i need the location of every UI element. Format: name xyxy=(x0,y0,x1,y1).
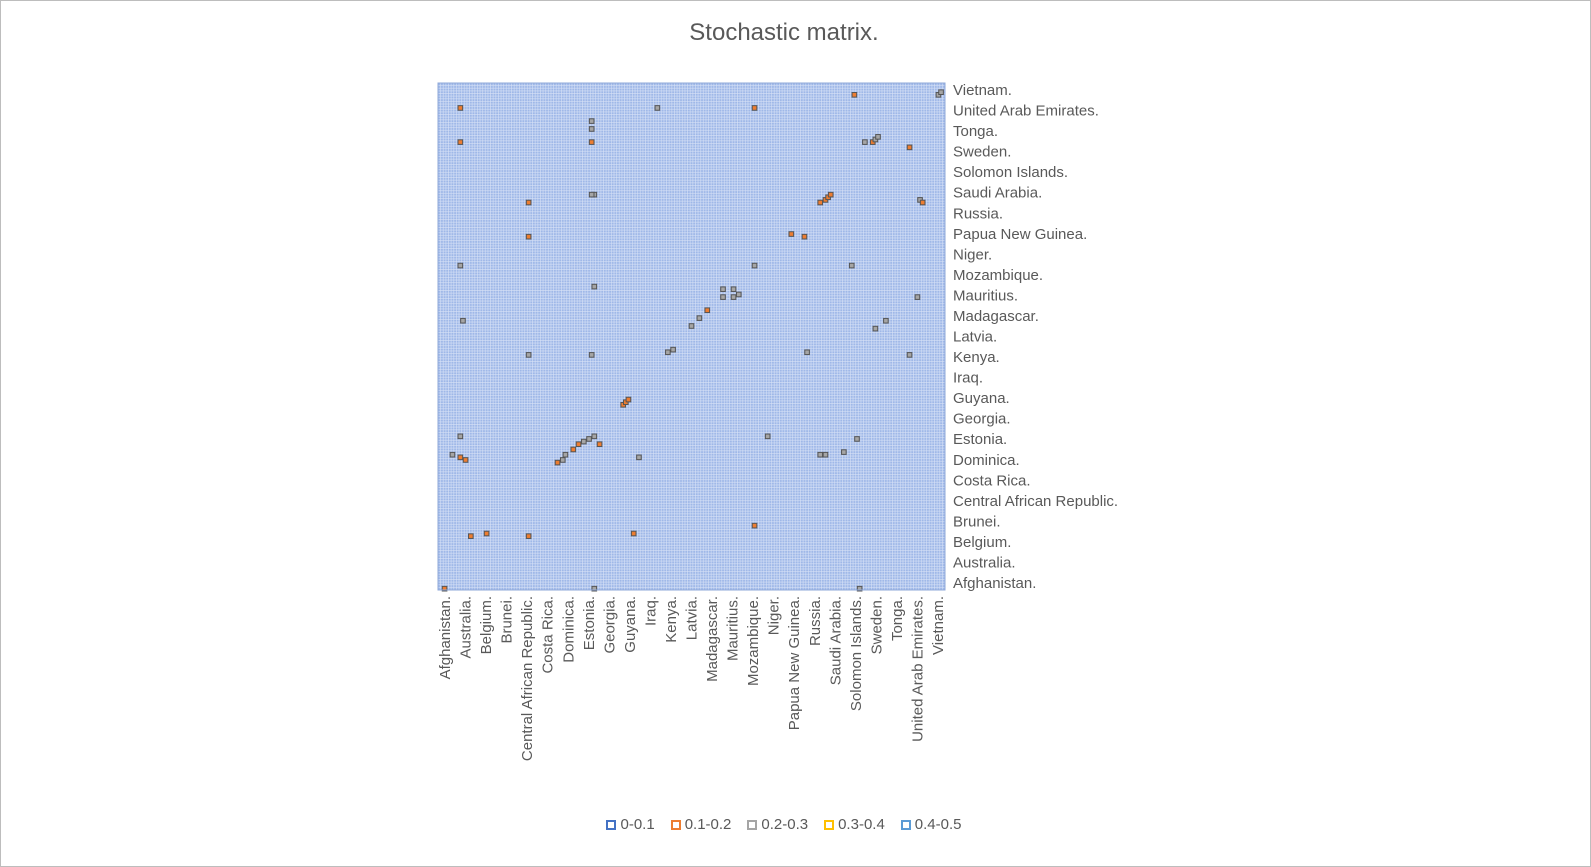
x-tick-label: Niger. xyxy=(765,596,783,636)
x-tick-label: Mozambique. xyxy=(745,596,763,687)
legend-swatch xyxy=(606,820,616,830)
heatmap-cell xyxy=(907,145,912,150)
heatmap-cell xyxy=(823,452,828,457)
x-tick-label: Mauritius. xyxy=(724,596,742,662)
heatmap-cell xyxy=(884,318,889,323)
x-tick-label: Australia. xyxy=(457,596,475,659)
heatmap-cell xyxy=(458,106,463,111)
y-tick-label: Belgium. xyxy=(953,533,1012,551)
y-tick-label: Mozambique. xyxy=(953,266,1044,284)
heatmap-cell xyxy=(907,353,912,358)
y-tick-label: United Arab Emirates. xyxy=(953,102,1099,120)
heatmap-cell xyxy=(731,287,736,292)
heatmap-cell xyxy=(589,192,594,197)
heatmap-cell xyxy=(458,434,463,439)
legend-label: 0.3-0.4 xyxy=(838,816,885,833)
heatmap-cell xyxy=(852,93,857,98)
heatmap-cell-grid xyxy=(438,83,945,590)
chart-title: Stochastic matrix. xyxy=(689,19,879,46)
y-tick-label: Papua New Guinea. xyxy=(953,225,1088,243)
heatmap-cell xyxy=(666,350,671,355)
y-tick-label: Afghanistan. xyxy=(953,575,1037,592)
y-tick-label: Mauritius. xyxy=(953,287,1019,305)
legend-entry xyxy=(671,816,732,833)
heatmap-cell xyxy=(458,263,463,268)
heatmap-cell xyxy=(555,460,560,465)
heatmap-cell xyxy=(576,442,581,447)
heatmap-cell xyxy=(721,295,726,300)
heatmap-cell xyxy=(526,353,531,358)
x-tick-label: Estonia. xyxy=(580,596,598,651)
y-tick-label: Sweden. xyxy=(953,143,1012,161)
heatmap-cell xyxy=(842,450,847,455)
x-tick-label: Papua New Guinea. xyxy=(786,596,804,731)
y-tick-label: Iraq. xyxy=(953,369,984,387)
heatmap-cell xyxy=(484,531,489,536)
legend-entry xyxy=(824,816,885,833)
heatmap-cell xyxy=(560,458,565,463)
heatmap-cell xyxy=(705,308,710,313)
heatmap-chart xyxy=(1,1,1567,801)
heatmap-cell xyxy=(765,434,770,439)
x-tick-label: Vietnam. xyxy=(930,596,947,655)
y-tick-label: Russia. xyxy=(953,205,1004,223)
x-tick-label: Guyana. xyxy=(621,596,639,653)
heatmap-cell xyxy=(828,192,833,197)
heatmap-cell xyxy=(637,455,642,460)
heatmap-cell xyxy=(920,200,925,205)
y-tick-label: Tonga. xyxy=(953,123,999,141)
heatmap-cell xyxy=(563,452,568,457)
x-tick-label: United Arab Emirates. xyxy=(909,596,927,742)
x-tick-label: Afghanistan. xyxy=(437,596,454,680)
heatmap-cell xyxy=(752,523,757,528)
y-tick-label: Niger. xyxy=(953,246,993,264)
y-tick-label: Brunei. xyxy=(953,513,1001,531)
y-tick-label: Latvia. xyxy=(953,328,998,346)
x-tick-label: Tonga. xyxy=(888,596,906,642)
heatmap-cell xyxy=(589,353,594,358)
x-tick-label: Saudi Arabia. xyxy=(827,596,845,686)
y-tick-label: Guyana. xyxy=(953,390,1010,408)
heatmap-cell xyxy=(450,452,455,457)
y-tick-label: Costa Rica. xyxy=(953,472,1031,490)
legend-entry xyxy=(747,816,808,833)
heatmap-cell xyxy=(818,452,823,457)
heatmap-cell xyxy=(458,140,463,145)
heatmap-cell xyxy=(526,534,531,539)
heatmap-cell xyxy=(802,234,807,239)
heatmap-cell xyxy=(671,347,676,352)
y-tick-label: Vietnam. xyxy=(953,82,1012,99)
heatmap-cell xyxy=(818,200,823,205)
legend-label: 0.1-0.2 xyxy=(684,816,732,833)
heatmap-cell xyxy=(526,200,531,205)
heatmap-cell xyxy=(752,263,757,268)
y-tick-label: Dominica. xyxy=(953,451,1020,469)
heatmap-cell xyxy=(789,232,794,237)
heatmap-cell xyxy=(863,140,868,145)
heatmap-cell xyxy=(939,90,944,95)
legend-label: 0-0.1 xyxy=(620,816,655,833)
heatmap-cell xyxy=(458,455,463,460)
heatmap-cell xyxy=(597,442,602,447)
heatmap-cell xyxy=(571,447,576,452)
heatmap-cell xyxy=(581,439,586,444)
x-tick-label: Solomon Islands. xyxy=(847,596,865,712)
heatmap-cell xyxy=(752,106,757,111)
heatmap-cell xyxy=(469,534,474,539)
x-tick-label: Brunei. xyxy=(498,596,516,644)
heatmap-cell xyxy=(592,434,597,439)
heatmap-cell xyxy=(461,318,466,323)
y-tick-label: Australia. xyxy=(953,554,1016,572)
heatmap-cell xyxy=(589,140,594,145)
heatmap-cell xyxy=(915,295,920,300)
heatmap-cell xyxy=(626,397,631,402)
heatmap-cell xyxy=(655,106,660,111)
heatmap-cell xyxy=(721,287,726,292)
heatmap-cell xyxy=(805,350,810,355)
heatmap-cell xyxy=(849,263,854,268)
x-tick-label: Russia. xyxy=(806,596,824,647)
heatmap-cell xyxy=(592,284,597,289)
heatmap-cell xyxy=(589,119,594,124)
y-tick-label: Central African Republic. xyxy=(953,492,1119,510)
y-tick-label: Georgia. xyxy=(953,410,1011,428)
heatmap-cell xyxy=(736,292,741,297)
legend-entry xyxy=(901,816,962,833)
heatmap-cell xyxy=(855,437,860,442)
legend-swatch xyxy=(747,820,757,830)
heatmap-cell xyxy=(873,326,878,331)
x-tick-label: Kenya. xyxy=(662,596,680,643)
legend-label: 0.4-0.5 xyxy=(914,816,962,833)
heatmap-cell xyxy=(589,127,594,132)
y-tick-label: Madagascar. xyxy=(953,307,1039,325)
legend-swatch xyxy=(824,820,834,830)
heatmap-cell xyxy=(631,531,636,536)
x-tick-label: Sweden. xyxy=(868,596,886,655)
legend-entry xyxy=(606,816,654,833)
y-tick-label: Kenya. xyxy=(953,349,1000,367)
x-tick-label: Dominica. xyxy=(560,596,578,663)
heatmap-cell xyxy=(697,316,702,321)
heatmap-cell xyxy=(876,135,881,140)
legend-swatch xyxy=(901,820,911,830)
x-tick-label: Iraq. xyxy=(642,596,660,627)
x-tick-label: Belgium. xyxy=(478,596,496,655)
x-tick-label: Costa Rica. xyxy=(539,596,557,674)
y-tick-label: Estonia. xyxy=(953,431,1008,449)
x-tick-label: Central African Republic. xyxy=(519,596,537,762)
heatmap-cell xyxy=(689,324,694,329)
heatmap-cell xyxy=(526,234,531,239)
heatmap-cell xyxy=(587,437,592,442)
legend-label: 0.2-0.3 xyxy=(761,816,809,833)
x-tick-label: Latvia. xyxy=(683,596,701,641)
x-tick-label: Georgia. xyxy=(601,596,619,654)
x-tick-label: Madagascar. xyxy=(704,596,722,682)
heatmap-cell xyxy=(463,458,468,463)
heatmap-cell xyxy=(731,295,736,300)
legend-swatch xyxy=(671,820,681,830)
legend xyxy=(1,816,1567,833)
y-tick-label: Saudi Arabia. xyxy=(953,184,1043,202)
y-tick-label: Solomon Islands. xyxy=(953,164,1069,182)
